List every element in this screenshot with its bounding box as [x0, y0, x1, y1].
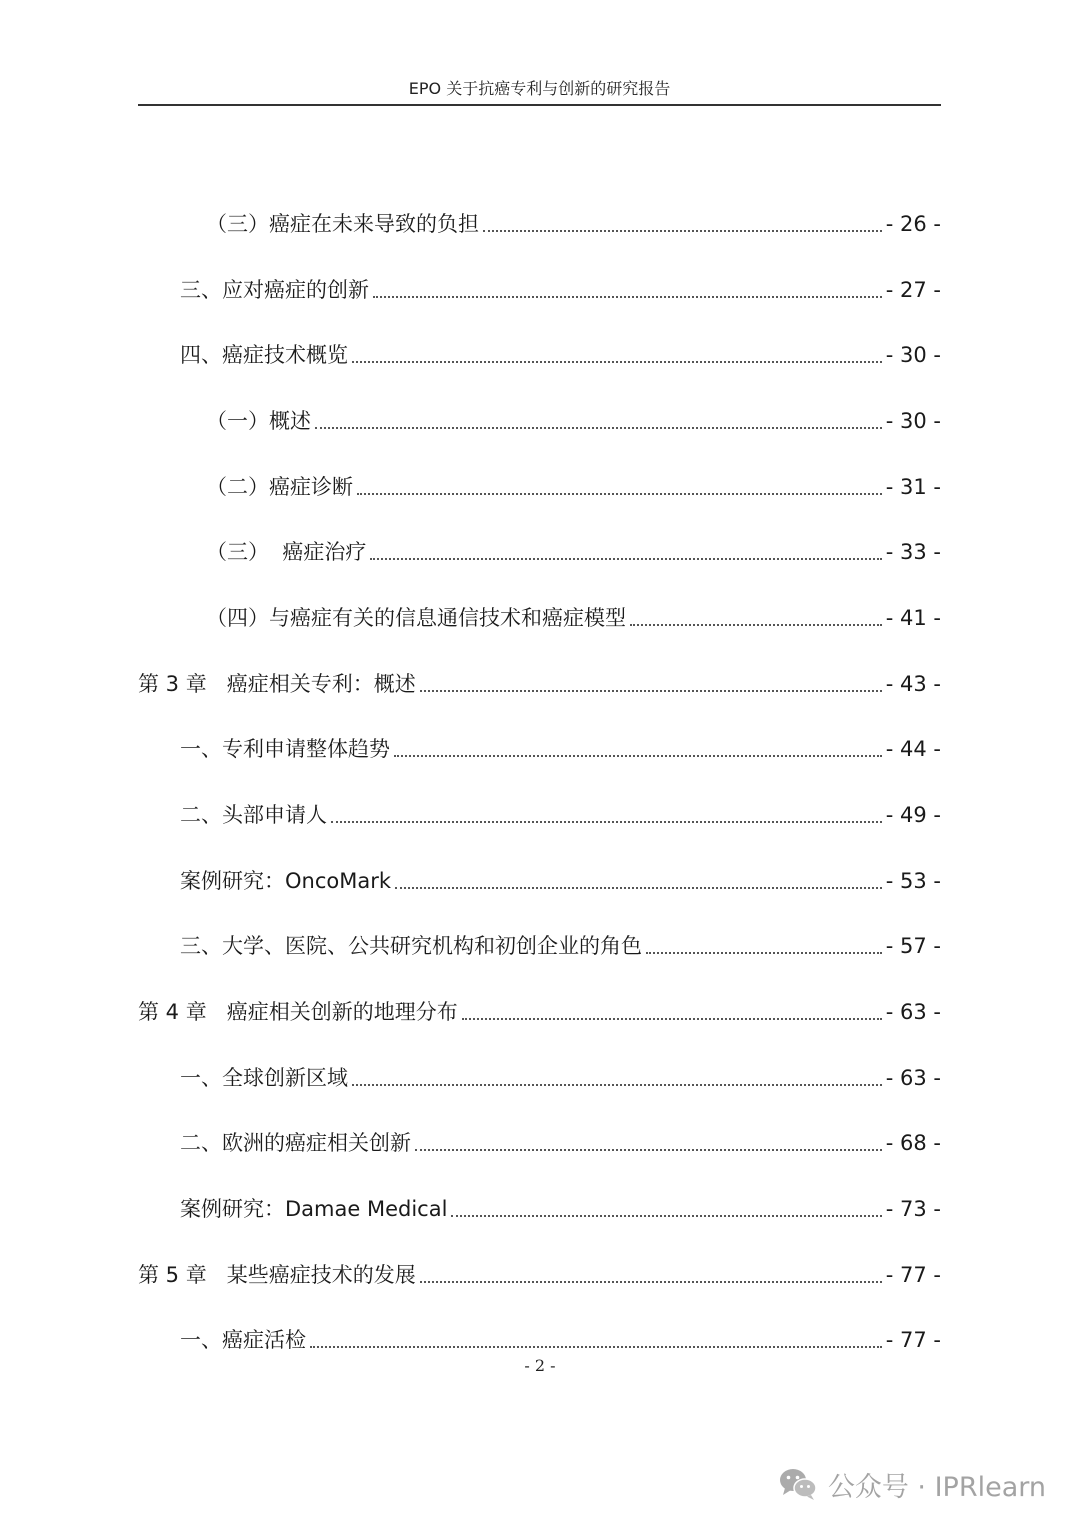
toc-entry[interactable] [180, 863, 941, 899]
toc-entry-label: 一、专利申请整体趋势 [180, 737, 390, 761]
watermark [778, 1462, 1046, 1506]
toc-entry-page: - 53 - [885, 869, 941, 893]
toc-entry-page: - 77 - [885, 1328, 941, 1352]
toc-dot-leader [451, 1215, 881, 1217]
toc-dot-leader [352, 361, 882, 363]
toc-entry[interactable] [138, 666, 941, 702]
wechat-icon [778, 1466, 818, 1502]
toc-entry[interactable] [180, 1322, 941, 1358]
toc-entry-label: （四）与癌症有关的信息通信技术和癌症模型 [206, 606, 626, 630]
toc-dot-leader [373, 296, 882, 298]
toc-dot-leader [394, 755, 882, 757]
toc-entry[interactable] [206, 534, 941, 570]
toc-entry-page: - 41 - [885, 606, 941, 630]
toc-entry-page: - 43 - [885, 672, 941, 696]
toc-entry-page: - 73 - [885, 1197, 941, 1221]
toc-entry-label: 案例研究：Damae Medical [180, 1197, 448, 1221]
toc-entry-page: - 31 - [885, 475, 941, 499]
toc-entry-page: - 33 - [885, 540, 941, 564]
toc-entry-label: 案例研究：OncoMark [180, 869, 392, 893]
toc-entry-label: （三） 癌症治疗 [206, 540, 367, 564]
toc-entry-label: 二、欧洲的癌症相关创新 [180, 1131, 411, 1155]
toc-entry-label: （三）癌症在未来导致的负担 [206, 212, 479, 236]
toc-entry-label: （一）概述 [206, 409, 311, 433]
toc-entry-page: - 44 - [885, 737, 941, 761]
toc-entry-label: 四、癌症技术概览 [180, 343, 348, 367]
toc-entry[interactable] [180, 731, 941, 767]
toc-dot-leader [331, 821, 882, 823]
toc-entry[interactable] [180, 337, 941, 373]
toc-entry-page: - 27 - [885, 278, 941, 302]
toc-entry-label: 二、头部申请人 [180, 803, 327, 827]
toc-entry[interactable] [138, 994, 941, 1030]
toc-entry-label: （二）癌症诊断 [206, 475, 353, 499]
toc-dot-leader [630, 624, 882, 626]
toc-entry-label: 三、应对癌症的创新 [180, 278, 369, 302]
toc-entry[interactable] [180, 1191, 941, 1227]
toc-entry-page: - 49 - [885, 803, 941, 827]
toc-entry-label: 三、大学、医院、公共研究机构和初创企业的角色 [180, 934, 642, 958]
toc-dot-leader [420, 690, 882, 692]
toc-entry-page: - 57 - [885, 934, 941, 958]
toc-entry-page: - 68 - [885, 1131, 941, 1155]
toc-entry-page: - 26 - [885, 212, 941, 236]
toc-entry[interactable] [180, 272, 941, 308]
toc-entry[interactable] [206, 600, 941, 636]
toc-dot-leader [395, 887, 882, 889]
toc-dot-leader [483, 230, 882, 232]
toc-dot-leader [415, 1149, 882, 1151]
toc-entry-label: 第 4 章 癌症相关创新的地理分布 [138, 1000, 458, 1024]
toc-entry[interactable] [180, 1125, 941, 1161]
watermark-text: 公众号 · IPRlearn [827, 1471, 1046, 1503]
page-header-title: EPO 关于抗癌专利与创新的研究报告 [408, 79, 671, 98]
toc-entry-label: 一、全球创新区域 [180, 1066, 348, 1090]
toc-dot-leader [357, 493, 882, 495]
toc-entry-page: - 30 - [885, 409, 941, 433]
toc-dot-leader [310, 1346, 882, 1348]
toc-entry-page: - 63 - [885, 1066, 941, 1090]
page-number: - 2 - [524, 1356, 556, 1375]
toc-entry-label: 第 5 章 某些癌症技术的发展 [138, 1263, 416, 1287]
toc-entry-label: 一、癌症活检 [180, 1328, 306, 1352]
toc-dot-leader [646, 952, 882, 954]
toc-entry[interactable] [206, 403, 941, 439]
toc-dot-leader [370, 558, 881, 560]
toc-entry-page: - 30 - [885, 343, 941, 367]
toc-entry[interactable] [138, 1257, 941, 1293]
toc-dot-leader [315, 427, 882, 429]
toc-entry-page: - 77 - [885, 1263, 941, 1287]
toc-entry[interactable] [180, 928, 941, 964]
toc-entry[interactable] [180, 797, 941, 833]
toc-entry-page: - 63 - [885, 1000, 941, 1024]
toc-dot-leader [352, 1084, 882, 1086]
toc-entry-label: 第 3 章 癌症相关专利：概述 [138, 672, 416, 696]
toc-dot-leader [420, 1281, 882, 1283]
toc-entry[interactable] [180, 1060, 941, 1096]
toc-entry[interactable] [206, 206, 941, 242]
toc-entry[interactable] [206, 469, 941, 505]
toc-dot-leader [462, 1018, 882, 1020]
